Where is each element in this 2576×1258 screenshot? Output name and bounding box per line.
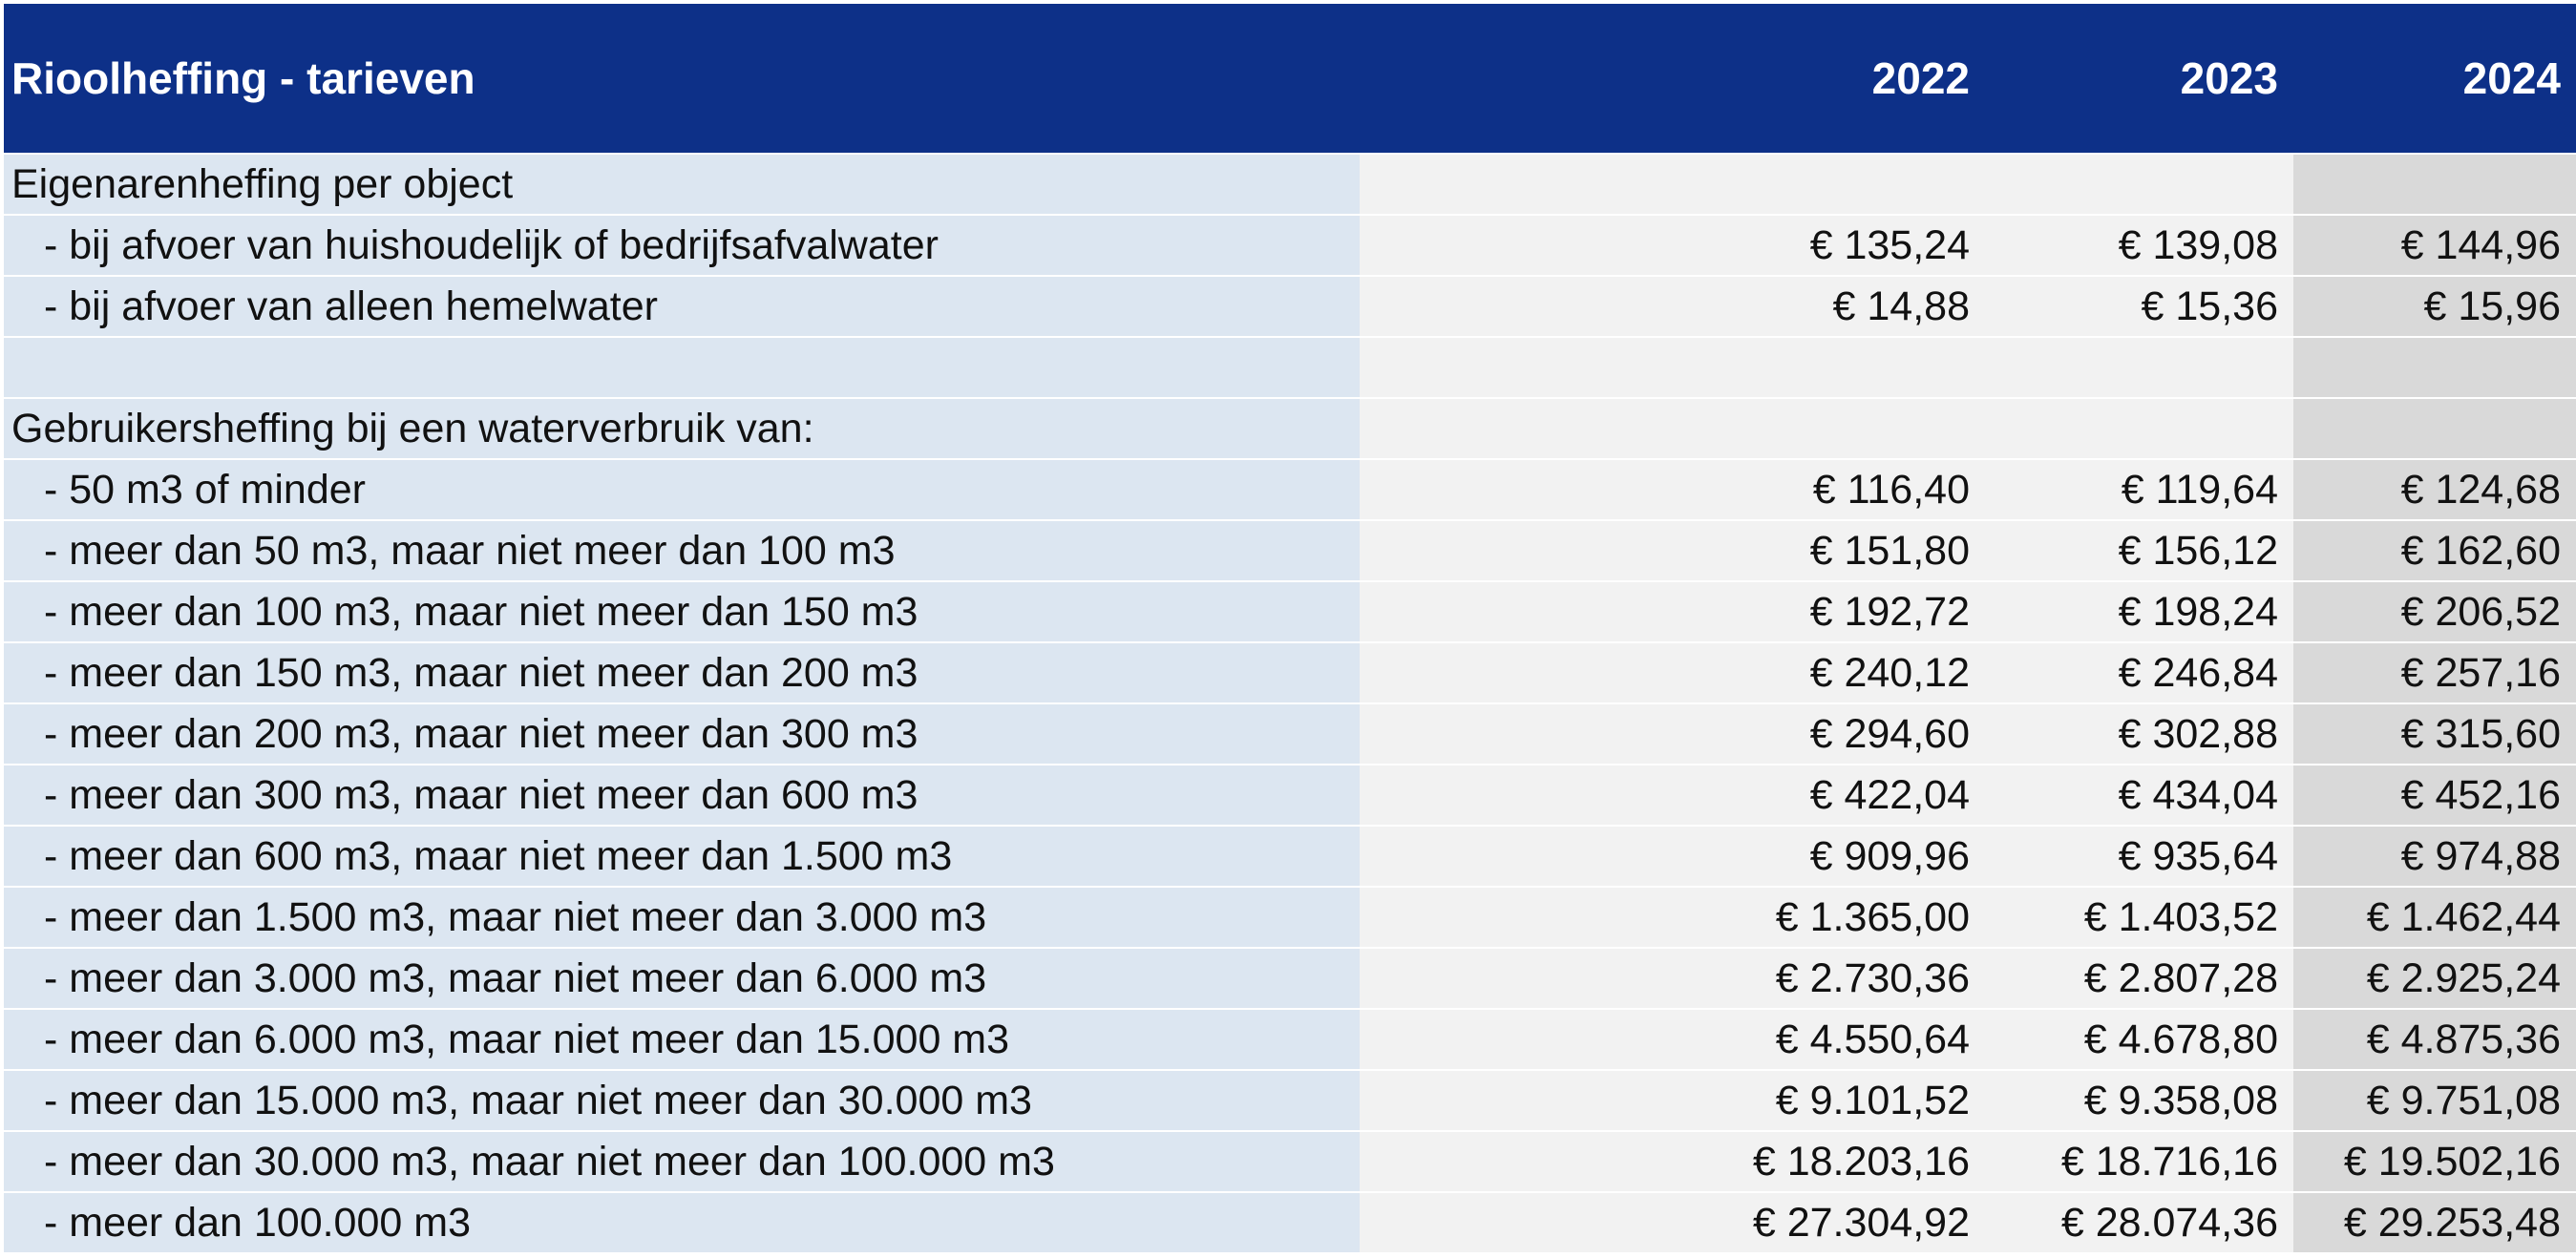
value-cell-2024: € 15,96 bbox=[2293, 277, 2576, 336]
value-cell-2023 bbox=[1985, 338, 2293, 397]
value-cell-2022: € 14,88 bbox=[1360, 277, 1985, 336]
table-row bbox=[4, 949, 2576, 1008]
value-cell-2022 bbox=[1360, 338, 1985, 397]
row-label: Gebruikersheffing bij een waterverbruik van: bbox=[4, 399, 1360, 458]
row-label: - meer dan 30.000 m3, maar niet meer dan 100.000 m3 bbox=[4, 1132, 1360, 1191]
value-cell-2022: € 192,72 bbox=[1360, 582, 1985, 641]
table-row bbox=[4, 1010, 2576, 1069]
value-cell-2023: € 434,04 bbox=[1985, 765, 2293, 825]
year-header-2023: 2023 bbox=[2180, 53, 2278, 103]
row-label: - bij afvoer van alleen hemelwater bbox=[4, 277, 1360, 336]
value-cell-2022: € 909,96 bbox=[1360, 827, 1985, 886]
value-cell-2023: € 119,64 bbox=[1985, 460, 2293, 519]
value-cell-2022: € 18.203,16 bbox=[1360, 1132, 1985, 1191]
value-cell-2024: € 2.925,24 bbox=[2293, 949, 2576, 1008]
table-row bbox=[4, 704, 2576, 764]
value-cell-2023: € 9.358,08 bbox=[1985, 1071, 2293, 1130]
row-label bbox=[4, 338, 1360, 397]
row-label: - meer dan 3.000 m3, maar niet meer dan 6.000 m3 bbox=[4, 949, 1360, 1008]
value-cell-2022: € 151,80 bbox=[1360, 521, 1985, 580]
value-cell-2024: € 19.502,16 bbox=[2293, 1132, 2576, 1191]
value-cell-2023: € 156,12 bbox=[1985, 521, 2293, 580]
row-label: - meer dan 100.000 m3 bbox=[4, 1193, 1360, 1252]
value-cell-2023: € 139,08 bbox=[1985, 216, 2293, 275]
value-cell-2024: € 29.253,48 bbox=[2293, 1193, 2576, 1252]
value-cell-2023: € 2.807,28 bbox=[1985, 949, 2293, 1008]
table-row bbox=[4, 643, 2576, 702]
value-cell-2024: € 974,88 bbox=[2293, 827, 2576, 886]
value-cell-2024: € 162,60 bbox=[2293, 521, 2576, 580]
value-cell-2022: € 135,24 bbox=[1360, 216, 1985, 275]
row-label: - meer dan 1.500 m3, maar niet meer dan 3.000 m3 bbox=[4, 888, 1360, 947]
table-row bbox=[4, 888, 2576, 947]
value-cell-2024: € 9.751,08 bbox=[2293, 1071, 2576, 1130]
row-label: - meer dan 200 m3, maar niet meer dan 300 m3 bbox=[4, 704, 1360, 764]
table-row bbox=[4, 765, 2576, 825]
value-cell-2024: € 206,52 bbox=[2293, 582, 2576, 641]
table-title: Rioolheffing - tarieven bbox=[11, 53, 475, 103]
row-label: Eigenarenheffing per object bbox=[4, 155, 1360, 214]
table-row bbox=[4, 827, 2576, 886]
value-cell-2023 bbox=[1985, 155, 2293, 214]
table-row bbox=[4, 399, 2576, 458]
value-cell-2023: € 246,84 bbox=[1985, 643, 2293, 702]
value-cell-2022 bbox=[1360, 155, 1985, 214]
row-label: - bij afvoer van huishoudelijk of bedrijfsafvalwater bbox=[4, 216, 1360, 275]
row-label: - 50 m3 of minder bbox=[4, 460, 1360, 519]
value-cell-2024: € 315,60 bbox=[2293, 704, 2576, 764]
value-cell-2022 bbox=[1360, 399, 1985, 458]
value-cell-2022: € 4.550,64 bbox=[1360, 1010, 1985, 1069]
table-header bbox=[4, 4, 2576, 153]
value-cell-2022: € 116,40 bbox=[1360, 460, 1985, 519]
value-cell-2024: € 452,16 bbox=[2293, 765, 2576, 825]
value-cell-2024: € 257,16 bbox=[2293, 643, 2576, 702]
table-row bbox=[4, 582, 2576, 641]
value-cell-2022: € 9.101,52 bbox=[1360, 1071, 1985, 1130]
table-row bbox=[4, 216, 2576, 275]
value-cell-2024: € 4.875,36 bbox=[2293, 1010, 2576, 1069]
value-cell-2024: € 144,96 bbox=[2293, 216, 2576, 275]
value-cell-2024: € 1.462,44 bbox=[2293, 888, 2576, 947]
value-cell-2024: € 124,68 bbox=[2293, 460, 2576, 519]
table-row bbox=[4, 155, 2576, 214]
value-cell-2022: € 294,60 bbox=[1360, 704, 1985, 764]
table-row bbox=[4, 1193, 2576, 1252]
table-row bbox=[4, 1071, 2576, 1130]
value-cell-2023: € 4.678,80 bbox=[1985, 1010, 2293, 1069]
table-row bbox=[4, 521, 2576, 580]
value-cell-2022: € 1.365,00 bbox=[1360, 888, 1985, 947]
value-cell-2023: € 28.074,36 bbox=[1985, 1193, 2293, 1252]
table-row bbox=[4, 1132, 2576, 1191]
value-cell-2023: € 1.403,52 bbox=[1985, 888, 2293, 947]
value-cell-2023: € 198,24 bbox=[1985, 582, 2293, 641]
value-cell-2023: € 15,36 bbox=[1985, 277, 2293, 336]
value-cell-2022: € 2.730,36 bbox=[1360, 949, 1985, 1008]
value-cell-2023: € 18.716,16 bbox=[1985, 1132, 2293, 1191]
year-header-2024: 2024 bbox=[2462, 53, 2561, 103]
value-cell-2023 bbox=[1985, 399, 2293, 458]
row-label: - meer dan 50 m3, maar niet meer dan 100 m3 bbox=[4, 521, 1360, 580]
tariff-table bbox=[4, 4, 2576, 1252]
row-label: - meer dan 300 m3, maar niet meer dan 600 m3 bbox=[4, 765, 1360, 825]
row-label: - meer dan 15.000 m3, maar niet meer dan 30.000 m3 bbox=[4, 1071, 1360, 1130]
value-cell-2023: € 302,88 bbox=[1985, 704, 2293, 764]
value-cell-2023: € 935,64 bbox=[1985, 827, 2293, 886]
year-header-2022: 2022 bbox=[1871, 53, 1970, 103]
table-row bbox=[4, 338, 2576, 397]
value-cell-2024 bbox=[2293, 155, 2576, 214]
table-body bbox=[4, 155, 2576, 1252]
row-label: - meer dan 600 m3, maar niet meer dan 1.500 m3 bbox=[4, 827, 1360, 886]
value-cell-2024 bbox=[2293, 399, 2576, 458]
row-label: - meer dan 150 m3, maar niet meer dan 200 m3 bbox=[4, 643, 1360, 702]
table-row bbox=[4, 277, 2576, 336]
row-label: - meer dan 6.000 m3, maar niet meer dan 15.000 m3 bbox=[4, 1010, 1360, 1069]
table-row bbox=[4, 460, 2576, 519]
value-cell-2022: € 240,12 bbox=[1360, 643, 1985, 702]
row-label: - meer dan 100 m3, maar niet meer dan 150 m3 bbox=[4, 582, 1360, 641]
value-cell-2022: € 27.304,92 bbox=[1360, 1193, 1985, 1252]
value-cell-2022: € 422,04 bbox=[1360, 765, 1985, 825]
value-cell-2024 bbox=[2293, 338, 2576, 397]
